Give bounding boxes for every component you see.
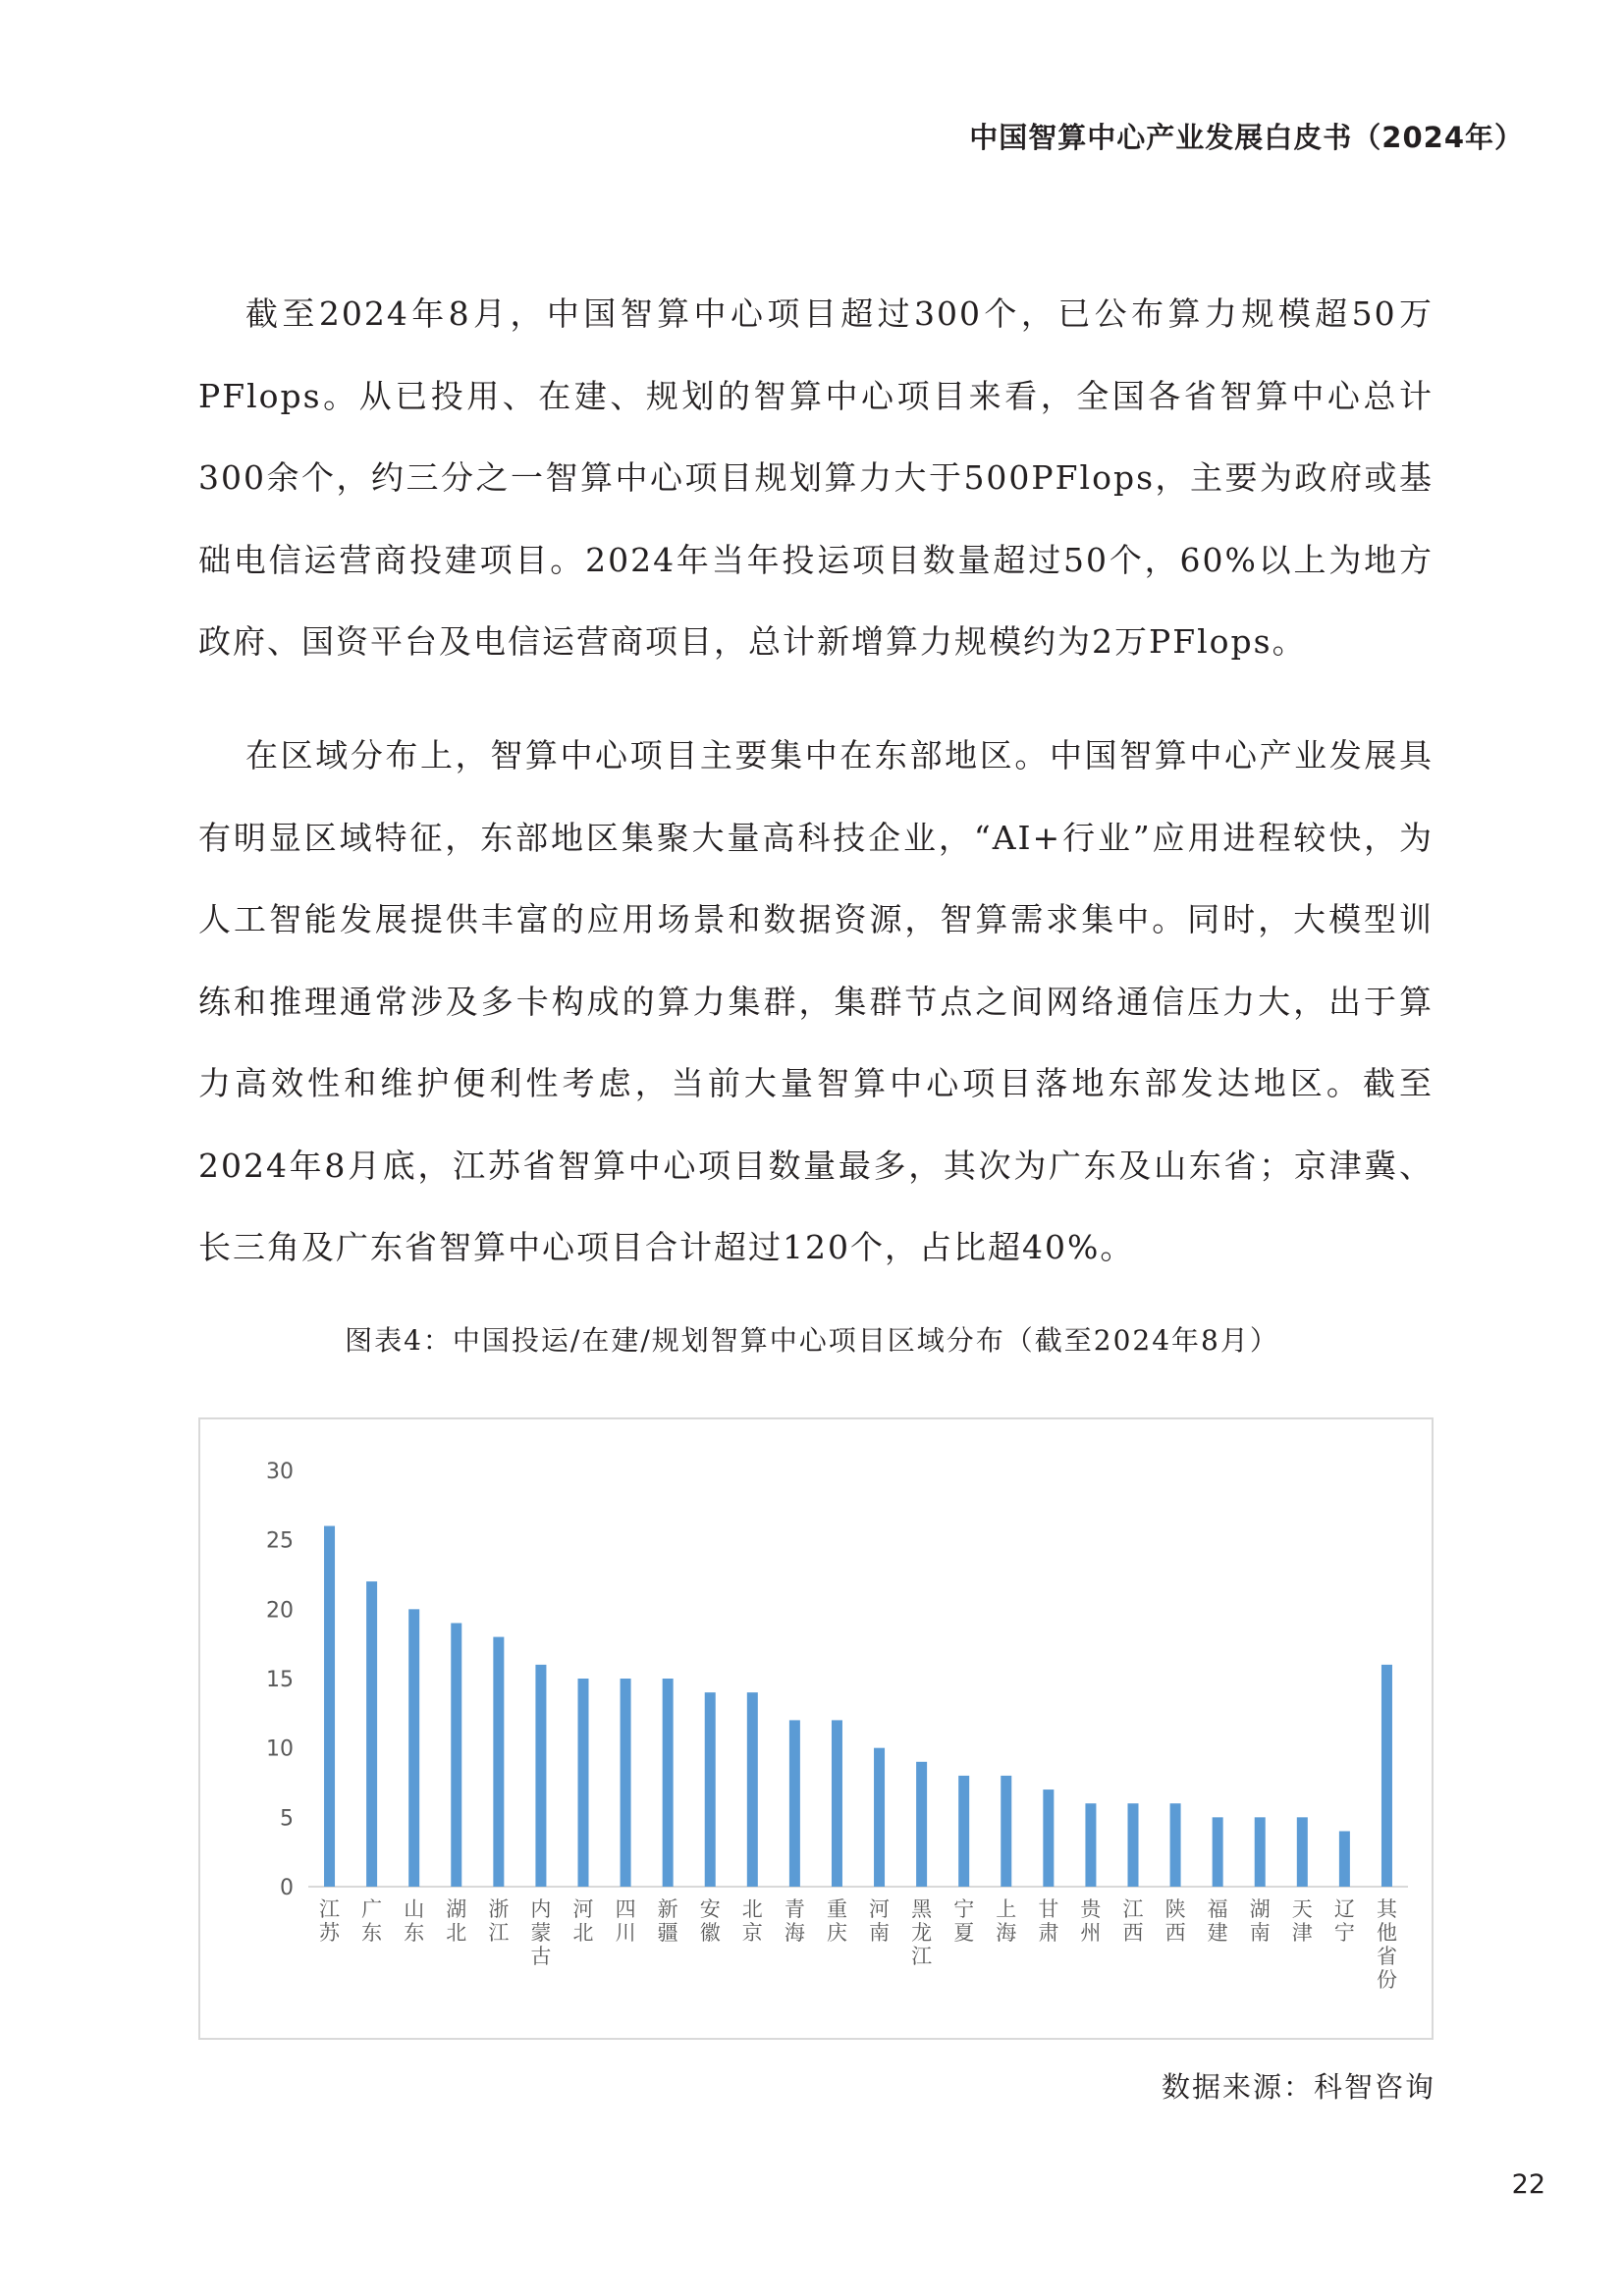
y-tick-label: 20 (266, 1598, 294, 1624)
x-tick-label: 北京 (741, 1897, 763, 1945)
bar (832, 1720, 842, 1887)
x-tick-label: 天津 (1291, 1897, 1313, 1945)
bar (535, 1665, 546, 1887)
page-number: 22 (1511, 2169, 1545, 2200)
paragraph-2-text: 在区域分布上，智算中心项目主要集中在东部地区。中国智算中心产业发展具有明显区域特征，东部地区集聚大量高科技企业，“AI+行业”应用进程较快，为人工智能发展提供丰富的应用场景和数据资源，智算需求集中。同时，大模型训练和推理通常涉及多卡构成的算力集群，集群节点之间网络通信压力大，出于算力高效性和维护便利性考虑，当前大量智算中心项目落地东部发达地区。截至2024年8月底，江苏省智算中心项目数量最多，其次为广东及山东省；京津冀、长三角及广东省智算中心项目合计超过120个，占比超40%。 (198, 736, 1434, 1266)
x-tick-label: 新疆 (657, 1897, 678, 1945)
x-tick-label: 江西 (1122, 1897, 1144, 1945)
x-tick-label: 湖北 (446, 1897, 467, 1945)
y-tick-label: 5 (280, 1806, 294, 1832)
paragraph-1 (198, 273, 1434, 683)
bar (958, 1776, 969, 1887)
x-tick-label: 甘肃 (1038, 1897, 1059, 1945)
figure-caption: 图表4：中国投运/在建/规划智算中心项目区域分布（截至2024年8月） (345, 1324, 1279, 1357)
bar (1170, 1803, 1181, 1887)
x-tick-label: 江苏 (319, 1897, 341, 1945)
x-tick-label: 辽宁 (1333, 1897, 1355, 1945)
x-tick-label: 湖南 (1249, 1897, 1271, 1945)
x-tick-label: 其他省份 (1376, 1897, 1397, 1992)
paragraph-1-text: 截至2024年8月，中国智算中心项目超过300个，已公布算力规模超50万PFlops。从已投用、在建、规划的智算中心项目来看，全国各省智算中心总计300余个，约三分之一智算中心项目规划算力大于500PFlops，主要为政府或基础电信运营商投建项目。2024年当年投运项目数量超过50个，60%以上为地方政府、国资平台及电信运营商项目，总计新增算力规模约为2万PFlops。 (198, 294, 1434, 661)
x-tick-label: 河南 (869, 1897, 891, 1945)
bar (789, 1720, 800, 1887)
bar (1001, 1776, 1011, 1887)
bar (747, 1692, 758, 1887)
y-tick-label: 0 (280, 1876, 294, 1900)
bar (1128, 1803, 1139, 1887)
x-tick-label: 安徽 (699, 1897, 721, 1945)
bar-chart (200, 1419, 1435, 2042)
bar (1043, 1789, 1054, 1887)
bar (1297, 1817, 1308, 1887)
bar (366, 1581, 377, 1887)
x-tick-label: 贵州 (1080, 1897, 1102, 1945)
x-tick-label: 黑龙江 (911, 1897, 933, 1968)
paragraph-2 (198, 715, 1434, 1289)
x-tick-label: 浙江 (488, 1897, 510, 1945)
x-tick-label: 内蒙古 (530, 1897, 552, 1968)
x-tick-label: 重庆 (826, 1897, 847, 1945)
x-tick-label: 上海 (996, 1897, 1017, 1945)
bar (621, 1679, 631, 1887)
bar (451, 1623, 461, 1887)
x-tick-label: 青海 (784, 1897, 805, 1945)
bar (1085, 1803, 1096, 1887)
x-tick-label: 福建 (1207, 1897, 1228, 1945)
bar (663, 1679, 674, 1887)
bar (1339, 1831, 1350, 1887)
bar (1255, 1817, 1266, 1887)
x-tick-label: 陕西 (1164, 1897, 1186, 1945)
bar (408, 1609, 419, 1887)
y-tick-label: 30 (266, 1460, 294, 1484)
y-tick-label: 10 (266, 1736, 294, 1762)
x-tick-label: 宁夏 (953, 1897, 975, 1945)
y-tick-label: 15 (266, 1668, 294, 1692)
y-tick-label: 25 (266, 1528, 294, 1554)
chart-frame (198, 1417, 1434, 2040)
bar (493, 1637, 504, 1887)
x-tick-label: 广东 (361, 1897, 383, 1945)
x-tick-label: 河北 (572, 1897, 594, 1945)
bar (916, 1762, 927, 1887)
x-tick-label: 山东 (404, 1897, 425, 1945)
bar (1213, 1817, 1223, 1887)
x-tick-label: 四川 (615, 1897, 636, 1945)
bar (578, 1679, 589, 1887)
bar (874, 1748, 885, 1887)
bar (1381, 1665, 1392, 1887)
running-header: 中国智算中心产业发展白皮书（2024年） (969, 121, 1524, 154)
bar (705, 1692, 716, 1887)
bar (324, 1526, 335, 1887)
data-source: 数据来源：科智咨询 (1161, 2070, 1435, 2104)
